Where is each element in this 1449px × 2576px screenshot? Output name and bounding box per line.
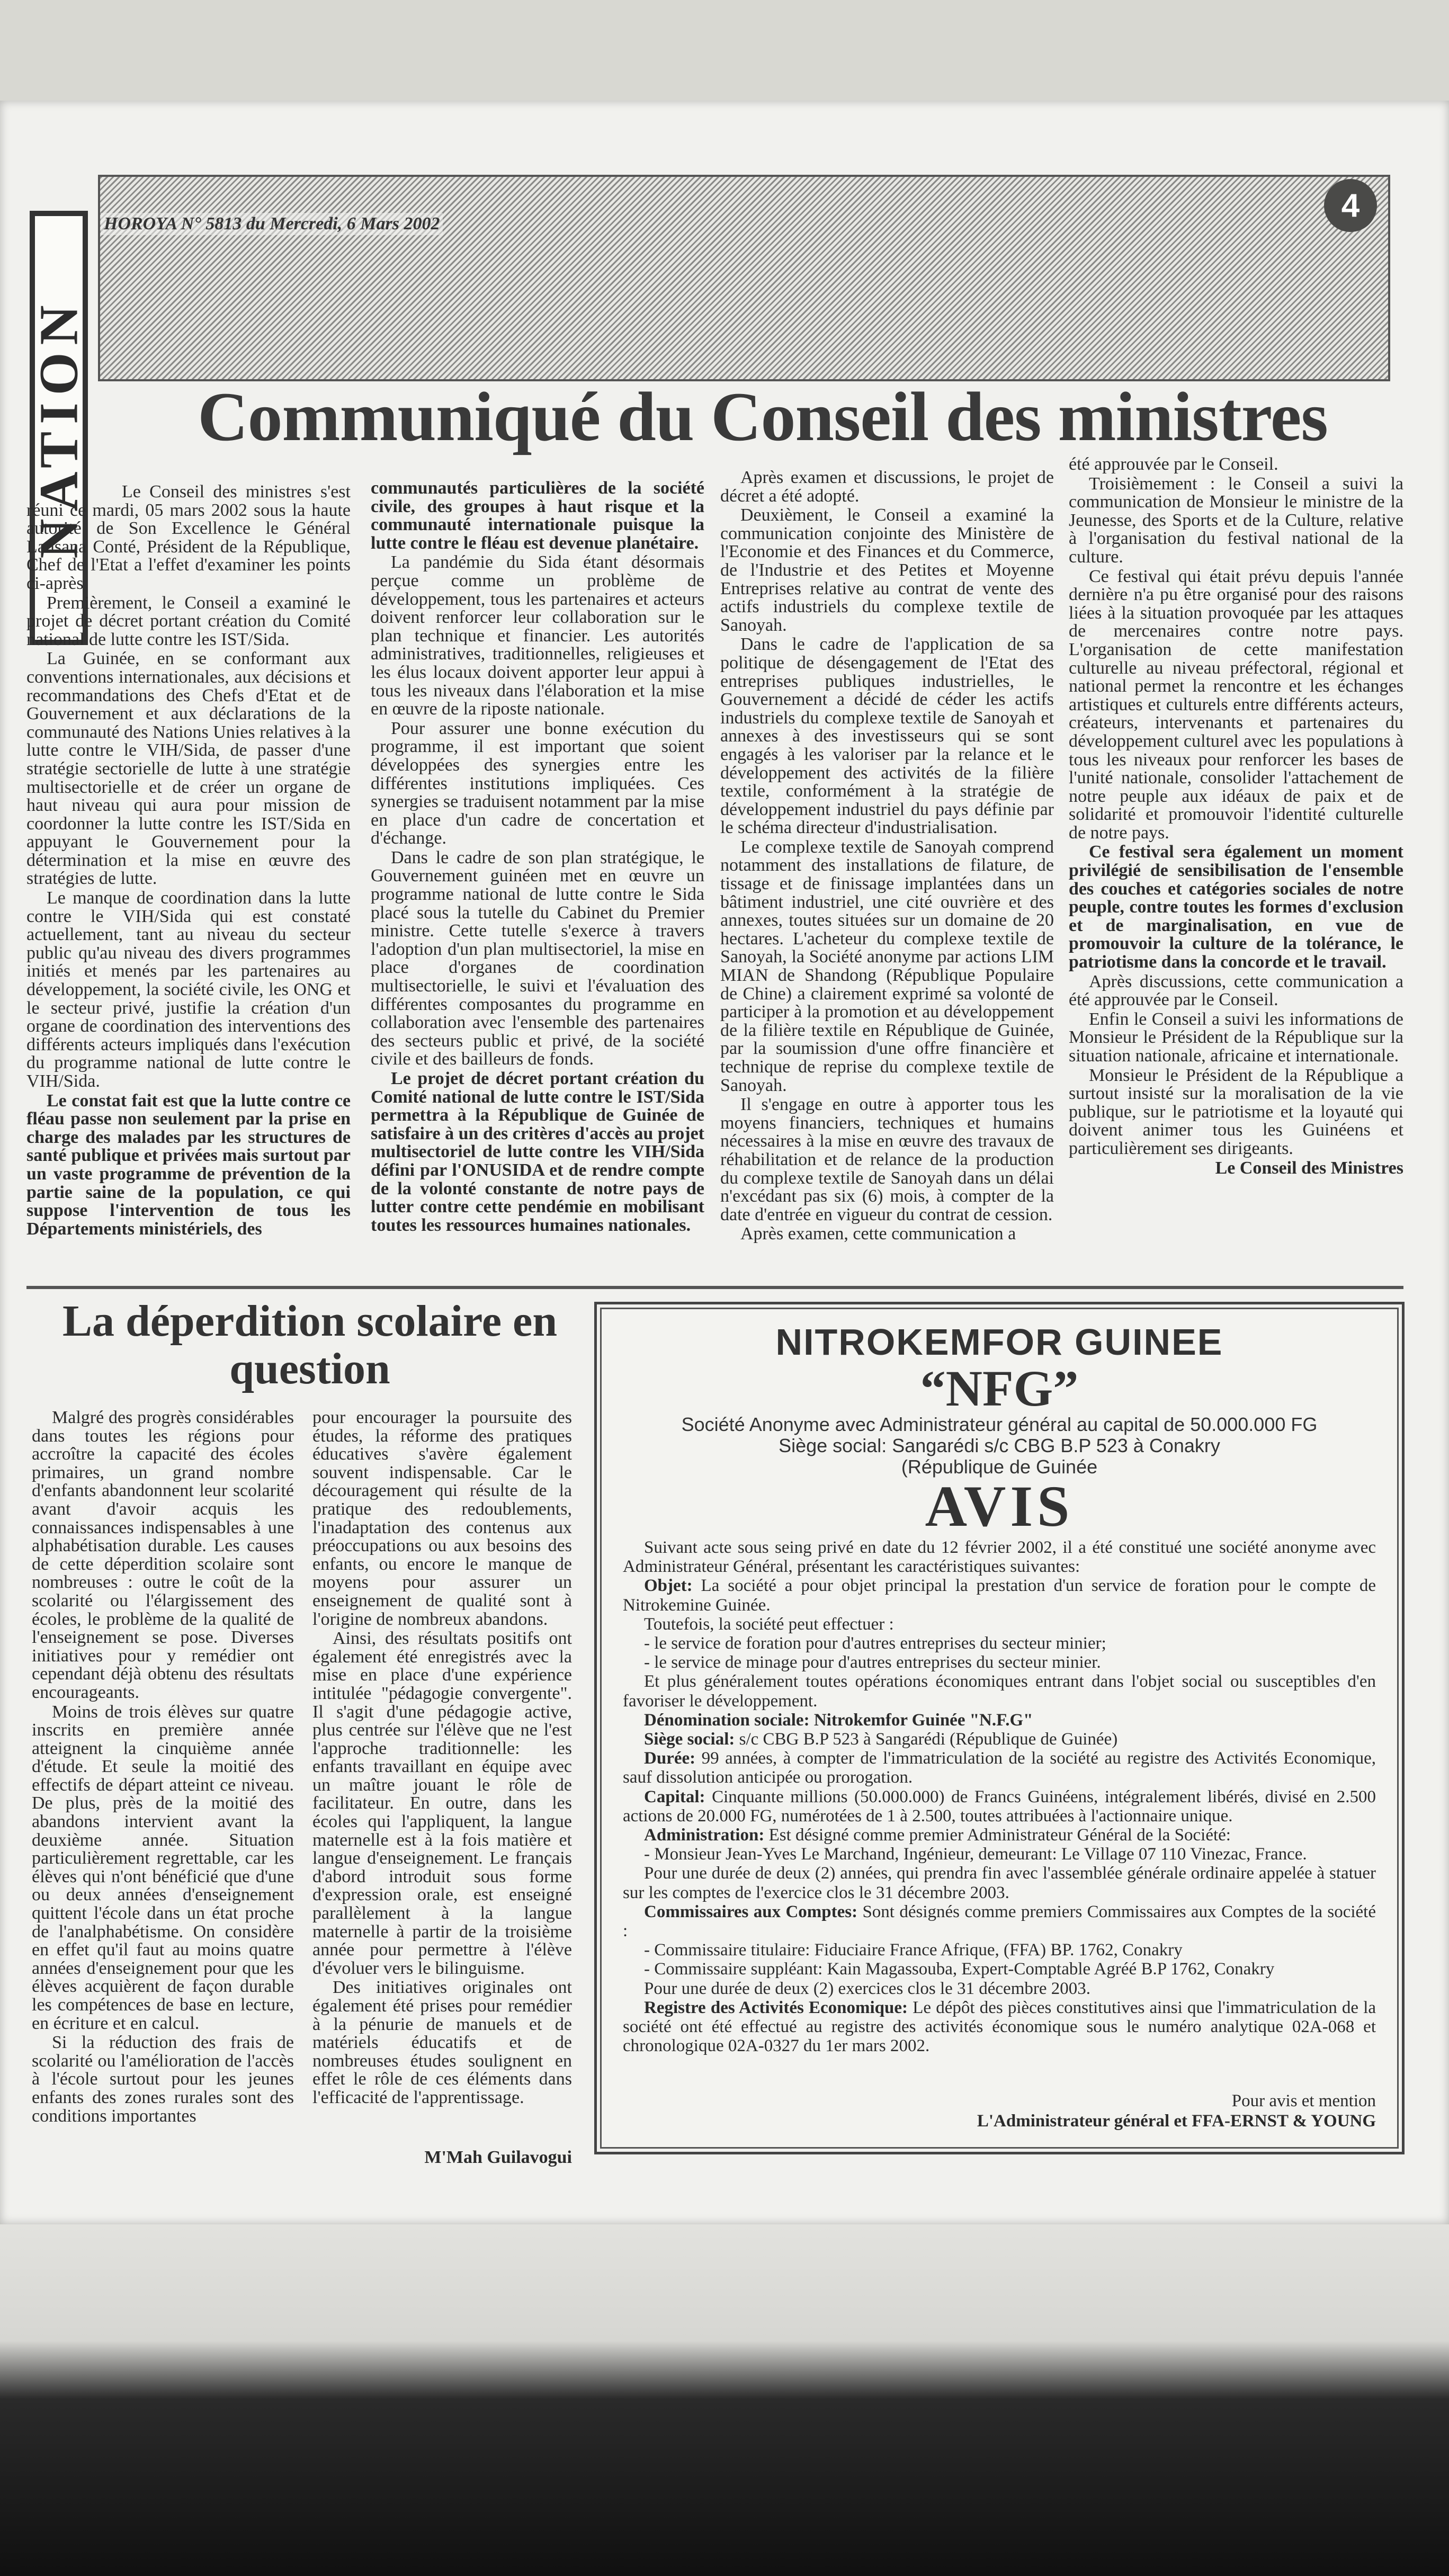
article1-col1: Le Conseil des ministres s'est réuni ce mardi, 05 mars 2002 sous la haute autorité de Son Excellence le Général Lansana Conté, Président de la République, Chef de l'Etat a l'effet d'examiner les points ci-après Premièrement, le Conseil a examiné le projet de décret portant création du Comité national de lutte contre les IST/Sida. La Guinée, en se conformant aux conventions internationales, aux décisions et recommandations des Chefs d'Etat et de Gouvernement et aux déclarations de la communauté des Nations Unies relatives à la lutte contre le VIH/Sida, de passer d'une stratégie sectorielle de lutte à une stratégie multisectorielle et de créer un organe de haut niveau qui aura pour mission de coordonner la lutte contre les IST/Sida en appuyant le Gouvernement pour la détermination et la mise en œuvre des stratégies de lutte. Le manque de coordination dans la lutte contre le VIH/Sida qui est constaté actuellement, tant au niveau du secteur public qu'au niveau des divers programmes initiés et menés par les partenaires au développement, la société civile, les ONG et le secteur privé, justifie la création d'un organe de coordination des interventions des différents acteurs impliqués dans l'exécution du programme national de lutte contre le VIH/Sida. Le constat fait est que la lutte contre ce fléau passe non seulement par la prise en charge des malades par les structures de santé publique et privées mais surtout par un vaste programme de prévention de la partie saine de la population, ce qui suppose l'intervention de tous les Départements ministériels, des — [26, 483, 351, 1239]
background-top — [0, 0, 1449, 101]
folio: HOROYA N° 5813 du Mercredi, 6 Mars 2002 — [101, 213, 443, 235]
background-bottom — [0, 2224, 1449, 2576]
ad-footer: Pour avis et mention L'Administrateur général et FFA-ERNST & YOUNG — [977, 2091, 1376, 2131]
article2-col1: Malgré des progrès considérables dans toutes les régions pour accroître la capacité des écoles primaires, un grand nombre d'enfants abandonnent leur scolarité avant d'avoir acquis les connaissances indispensables à une alphabétisation durable. Les causes de cette déperdition scolaire sont nombreuses : outre le coût de la scolarité ou l'élargissement des écoles, le problème de la qualité de l'enseignement se pose. Diverses initiatives pour y remédier ont cependant déjà obtenu des résultats encourageants. Moins de trois élèves sur quatre inscrits en première année atteignent la cinquième année d'étude. Et seule la moitié des effectifs de départ atteint ce niveau. De plus, près de la moitié des abandons intervient avant la deuxième année. Situation particulièrement regrettable, car les élèves qui n'ont bénéficié que d'une ou deux années d'enseignement quittent l'école dans un état proche de l'analphabétisme. On considère en effet qu'il faut au moins quatre années d'enseignement pour que les élèves acquièrent de façon durable les compétences de base en lecture, en écriture et en calcul. Si la réduction des frais de scolarité ou l'amélioration de l'accès à l'école surtout pour les jeunes enfants des zones rurales sont des conditions importantes — [32, 1409, 294, 2126]
page-number-badge: 4 — [1324, 179, 1377, 232]
article2-signature: M'Mah Guilavogui — [424, 2148, 572, 2167]
article1-col2: communautés particulières de la société civile, des groupes à haut risque et la communauté internationale puisque la lutte contre le fléau est devenue planétaire. La pandémie du Sida étant désormais perçue comme un problème de développement, tous les partenaires et acteurs doivent renforcer leur collaboration sur le plan technique et financier. Les autorités administratives, traditionnelles, religieuses et les élus locaux doivent apporter leur appui à tous les niveaux dans l'élaboration et la mise en œuvre de la riposte nationale. Pour assurer une bonne exécution du programme, il est important que soient développées des synergies entre les différentes institutions impliquées. Ces synergies se traduisent notamment par la mise en place d'un cadre de concertation et d'échange. Dans le cadre de son plan stratégique, le Gouvernement guinéen met en œuvre un programme national de lutte contre le Sida placé sous la tutelle du Cabinet du Premier ministre. Cette tutelle s'exerce à travers l'adoption d'un plan multisectoriel, la mise en place d'organes de coordination multisectorielle, le suivi et l'évaluation des différentes composantes du programme en collaboration avec l'ensemble des partenaires des secteurs public et privé, de la société civile et des bailleurs de fonds. Le projet de décret portant création du Comité national de lutte contre le IST/Sida permettra à la République de Guinée de satisfaire à un des critères d'accès au projet multisectoriel de lutte contre les VIH/Sida défini par l'ONUSIDA et de rendre compte de la volonté constante de notre pays de lutter contre cette pendémie en mobilisant toutes les ressources humaines nationales. — [371, 479, 704, 1235]
article2-col2: pour encourager la poursuite des études, la réforme des pratiques éducatives s'avère également souvent indispensable. Car le découragement qui résulte de la pratique des redoublements, l'inadaptation des contenus aux préoccupations ou aux besoins des enfants, ou encore le manque de moyens pour assurer un enseignement de qualité sont à l'origine de nombreux abandons. Ainsi, des résultats positifs ont également été enregistrés avec la mise en place d'une expérience intitulée "pédagogie convergente". Il s'agit d'une pédagogie active, plus centrée sur l'élève que ne l'est l'approche traditionnelle: les enfants travaillant en équipe avec un maître jouant le rôle de facilitateur. En outre, dans les écoles qui l'appliquent, la langue maternelle est à la fois matière et langue d'enseignement. Le français d'abord introduit sous forme d'expression orale, est enseigné parallèlement à la langue maternelle à partir de la troisième année pour permettre à l'élève d'évoluer vers le bilinguisme. Des initiatives originales ont également été prises pour remédier à la pénurie de manuels et de matériels éducatifs et de nombreuses études soulignent en effet le rôle de ces éléments dans l'efficacité de l'apprentissage. — [312, 1409, 572, 2107]
ad-body: Suivant acte sous seing privé en date du 12 février 2002, il a été constitué une société anonyme avec Administrateur Général, présentant les caractéristiques suivantes: Objet: La société a pour objet principal la prestation d'un service de foration pour le compte de Nitrokemine Guinée. Toutefois, la société peut effectuer : - le service de foration pour d'autres entreprises du secteur minier; - le service de minage pour d'autres entreprises du secteur minier. Et plus généralement toutes opérations économiques entrant dans l'objet social ou susceptibles d'en favoriser le développement. Dénomination sociale: Nitrokemfor Guinée "N.F.G" Siège social: s/c CBG B.P 523 à Sangarédi (République de Guinée) Durée: 99 années, à compter de l'immatriculation de la société au registre des Activités Economique, sauf dissolution anticipée ou prorogation. Capital: Cinquante millions (50.000.000) de Francs Guinéens, intégralement libérés, divisé en 2.500 actions de 20.000 FG, numérotées de 1 à 2.500, toutes attribuées à l'actionnaire unique. Administration: Est désigné comme premier Administrateur Général de la Société: - Monsieur Jean-Yves Le Marchand, Ingénieur, demeurant: Le Village 07 110 Vinezac, France. Pour une durée de deux (2) années, qui prendra fin avec l'assemblée générale ordinaire appelée à statuer sur les comptes de l'exercice clos le 31 décembre 2003. Commissaires aux Comptes: Sont désignés comme premiers Commissaires aux Comptes de la société : - Commissaire titulaire: Fiduciaire France Afrique, (FFA) BP. 1762, Conakry - Commissaire suppléant: Kain Magassouba, Expert-Comptable Agréé B.P 1762, Conakry Pour une durée de deux (2) exercices clos le 31 décembre 2003. Registre des Activités Economique: Le dépôt des pièces constitutives ainsi que l'immatriculation de la société ont été effectué au registre des activités économique sous le numéro analytique 02A-068 et chronologique 02A-0327 du 1er mars 2002. — [623, 1538, 1376, 2056]
legal-notice-ad — [594, 1302, 1405, 2154]
ad-heading: AVIS — [925, 1474, 1074, 1539]
ad-company-name: NITROKEMFOR GUINEE — [775, 1321, 1223, 1363]
article1-headline: Communiqué du Conseil des ministres — [198, 378, 1328, 455]
article1-signature: Le Conseil des Ministres — [1215, 1158, 1403, 1178]
section-divider — [26, 1286, 1403, 1289]
section-label: NATION — [30, 211, 88, 645]
ad-legal-form: Société Anonyme avec Administrateur général au capital de 50.000.000 FG — [681, 1414, 1318, 1435]
article2-headline: La déperdition scolaire en question — [62, 1296, 558, 1393]
article1-col4: été approuvée par le Conseil. Troisièmement : le Conseil a suivi la communication de Monsieur le ministre de la Jeunesse, des Sports et de la Culture, relative à l'organisation du festival national de la culture. Ce festival qui était prévu depuis l'année dernière n'a pu être organisé pour des raisons liées à la situation provoquée par les attaques de mercenaires contre notre pays. L'organisation de cette manifestation culturelle au niveau préfectoral, régional et national permet la rencontre et les échanges artistiques et culturels entre différents acteurs, créateurs, intervenants et partenaires du développement culturel avec les populations à tous les niveaux pour renforcer les bases de l'unité nationale, consolider l'attachement de notre peuple aux idéaux de paix et de solidarité et promouvoir l'identité culturelle de notre pays. Ce festival sera également un moment privilégié de sensibilisation de l'ensemble des couches et catégories sociales de notre peuple, contre toutes les formes d'exclusion et de marginalisation, en vue de promouvoir la culture de la tolérance, le patriotisme dans la concorde et le travail. Après discussions, cette communication a été approuvée par le Conseil. Enfin le Conseil a suivi les informations de Monsieur le Président de la République sur la situation nationale, africaine et internationale. Monsieur le Président de la République a surtout insisté sur la moralisation de la vie publique, sur le patriotisme et la loyauté qui doivent animer tous les Guinéens et particulièrement ses dirigeants. Le Conseil des Ministres — [1069, 455, 1403, 1178]
ad-acronym: “NFG” — [920, 1360, 1079, 1417]
article1-col3: Après examen et discussions, le projet de décret a été adopté. Deuxièment, le Conseil a examiné la communication conjointe des Ministère de l'Economie et des Finances et du Commerce, de l'Industrie et des Petites et Moyenne Entreprises relative au contrat de vente des actifs industriels du complexe textile de Sanoyah. Dans le cadre de l'application de sa politique de désengagement de l'Etat des entreprises publiques industrielles, le Gouvernement a décidé de céder les actifs industriels du complexe textile de Sanoyah et annexes à des investisseurs qui se sont engagés à les valoriser par la relance et le développement des activités de la filière textile, conformément à la stratégie de développement industriel du pays définie par le schéma directeur d'industrialisation. Le complexe textile de Sanoyah comprend notamment des installations de filature, de tissage et de finissage implantées dans un bâtiment industriel, une cité ouvrière et des annexes, toutes situées sur un domaine de 20 hectares. L'acheteur du complexe textile de Sanoyah, la Société anonyme par actions LIM MIAN de Shandong (République Populaire de Chine) a clairement exprimé sa volonté de participer à la promotion et au développement de la filière textile en République de Guinée, par la soumission d'une offre financière et technique de reprise du complexe textile de Sanoyah. Il s'engage en outre à apporter tous les moyens financiers, techniques et humains nécessaires à la mise en œuvre des travaux de réhabilitation et de relance de la production du complexe textile de Sanoyah dans un délai n'excédant pas six (6) mois, à compter de la date d'entrée en vigueur du contrat de cession. Après examen, cette communication a — [720, 469, 1054, 1244]
legal-notice-inner — [600, 1308, 1399, 2149]
ad-address: Siège social: Sangarédi s/c CBG B.P 523 à Conakry — [779, 1435, 1220, 1456]
header-band — [98, 175, 1390, 381]
ad-country: (République de Guinée — [901, 1456, 1098, 1478]
